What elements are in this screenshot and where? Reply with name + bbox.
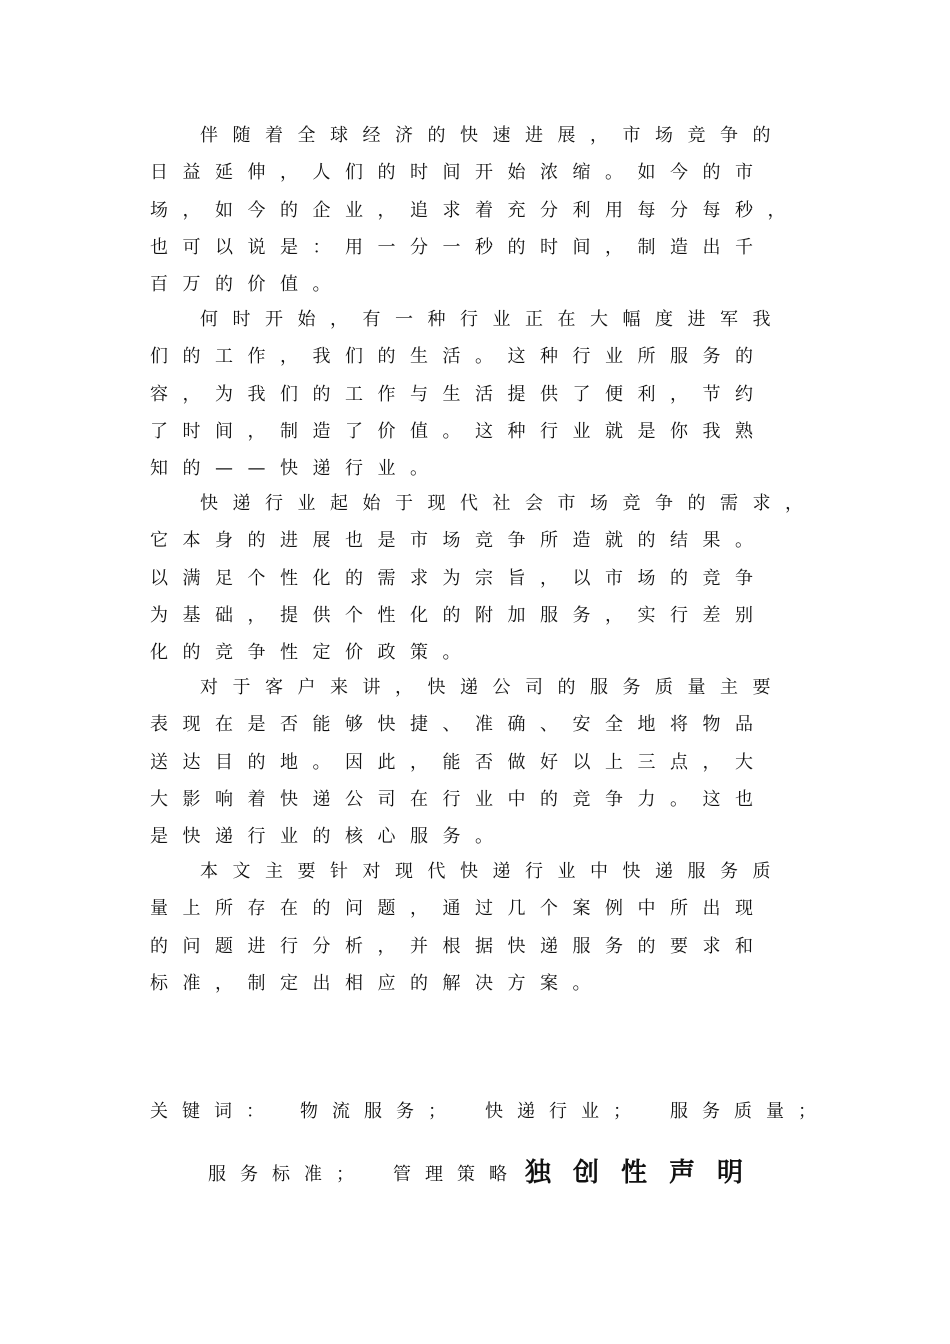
paragraph-4-line-1: 对于客户来讲，快递公司的服务质量主要 <box>200 677 785 698</box>
paragraph-1-line-4: 也可以说是：用一分一秒的时间，制造出千 <box>150 237 768 258</box>
paragraph-5-line-1: 本文主要针对现代快递行业中快递服务质 <box>200 861 785 882</box>
paragraph-2-line-3: 容，为我们的工作与生活提供了便利，节约 <box>150 384 768 405</box>
paragraph-5-line-3: 的问题进行分析，并根据快递服务的要求和 <box>150 936 768 957</box>
paragraph-2-line-2: 们的工作，我们的生活。这种行业所服务的 <box>150 346 768 367</box>
paragraph-1-line-1: 伴随着全球经济的快速进展，市场竞争的 <box>200 125 785 146</box>
paragraph-4-line-4: 大影响着快递公司在行业中的竞争力。这也 <box>150 789 768 810</box>
section-heading: 独创性声明 <box>525 1158 766 1188</box>
paragraph-1-line-2: 日益延伸，人们的时间开始浓缩。如今的市 <box>150 162 768 183</box>
keyword-item: 服务质量； <box>670 1101 830 1122</box>
paragraph-3-line-5: 化的竞争性定价政策。 <box>150 642 475 663</box>
paragraph-4-line-3: 送达目的地。因此，能否做好以上三点，大 <box>150 752 768 773</box>
keyword-item: 快递行业； <box>485 1101 645 1122</box>
paragraph-1-line-5: 百万的价值。 <box>150 274 345 295</box>
keyword-item: 物流服务； <box>300 1101 460 1122</box>
paragraph-5-line-4: 标准，制定出相应的解决方案。 <box>150 973 605 994</box>
paragraph-5-line-2: 量上所存在的问题，通过几个案例中所出现 <box>150 898 768 919</box>
keywords-label: 关键词： <box>150 1101 278 1122</box>
paragraph-3-line-4: 为基础，提供个性化的附加服务，实行差别 <box>150 605 768 626</box>
paragraph-3-line-3: 以满足个性化的需求为宗旨，以市场的竞争 <box>150 568 768 589</box>
paragraph-3-line-2: 它本身的进展也是市场竞争所造就的结果。 <box>150 530 768 551</box>
paragraph-4-line-5: 是快递行业的核心服务。 <box>150 826 508 847</box>
keyword-item: 服务标准； <box>208 1164 368 1185</box>
paragraph-4-line-2: 表现在是否能够快捷、准确、安全地将物品 <box>150 714 768 735</box>
keyword-item: 管理策略 <box>393 1164 521 1185</box>
paragraph-1-line-3: 场，如今的企业，追求着充分利用每分每秒， <box>150 200 800 221</box>
paragraph-2-line-5: 知的——快递行业。 <box>150 458 443 479</box>
paragraph-3-line-1: 快递行业起始于现代社会市场竞争的需求， <box>200 493 818 514</box>
paragraph-2-line-4: 了时间，制造了价值。这种行业就是你我熟 <box>150 421 768 442</box>
paragraph-2-line-1: 何时开始，有一种行业正在大幅度进军我 <box>200 309 785 330</box>
